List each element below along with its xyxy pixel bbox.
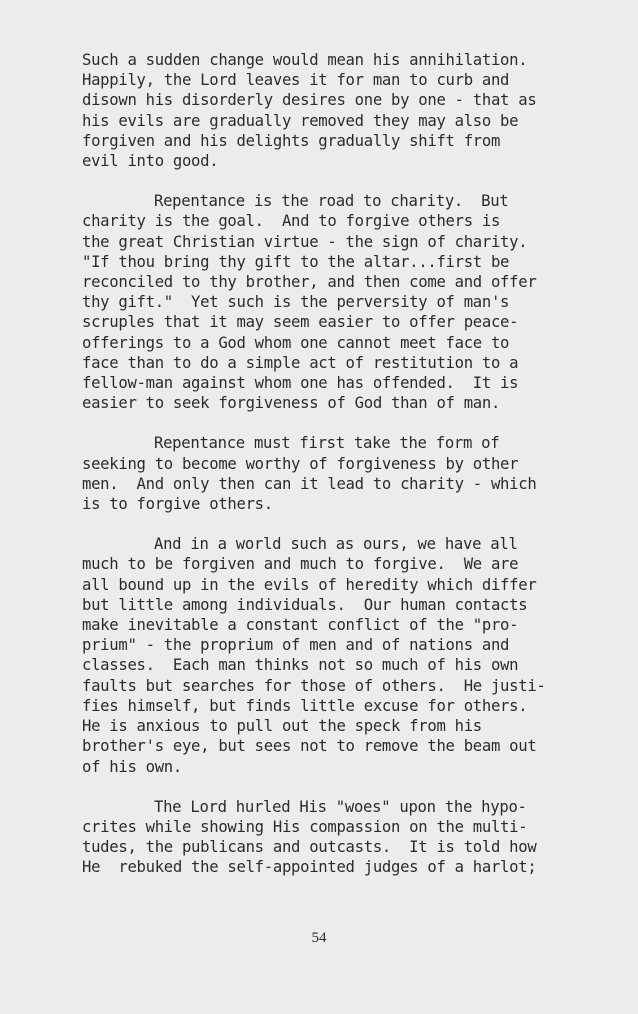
text-line: reconciled to thy brother, and then come and offer — [82, 273, 537, 292]
text-line: He rebuked the self-appointed judges of a harlot; — [82, 858, 537, 877]
text-line: "If thou bring thy gift to the altar...first be — [82, 252, 510, 271]
text-line: much to be forgiven and much to forgive. We are — [82, 555, 519, 574]
text-line: seeking to become worthy of forgiveness by other — [82, 454, 519, 473]
paragraph — [82, 191, 602, 413]
text-line: his evils are gradually removed they may also be — [82, 111, 519, 130]
text-line: fies himself, but finds little excuse for others. — [82, 696, 528, 715]
text-line: disown his disorderly desires one by one - that as — [82, 91, 537, 110]
text-line: of his own. — [82, 757, 182, 776]
text-line: Such a sudden change would mean his annihilation. — [82, 51, 528, 69]
text-line: brother's eye, but sees not to remove the beam out — [82, 737, 537, 756]
text-line: Repentance is the road to charity. But — [154, 192, 509, 211]
text-line: The Lord hurled His "woes" upon the hypo- — [154, 797, 527, 816]
text-line: make inevitable a constant conflict of the "pro- — [82, 616, 519, 635]
paragraph — [82, 50, 602, 171]
text-line: He is anxious to pull out the speck from his — [82, 717, 482, 736]
text-line: scruples that it may seem easier to offer peace- — [82, 313, 519, 332]
text-line: Repentance must first take the form of — [154, 434, 500, 453]
text-line: charity is the goal. And to forgive others is — [82, 212, 501, 231]
text-line: evil into good. — [82, 152, 219, 171]
text-line: but little among individuals. Our human contacts — [82, 595, 528, 614]
text-line: is to forgive others. — [82, 495, 273, 514]
text-line: tudes, the publicans and outcasts. It is told how — [82, 838, 537, 857]
text-line: prium" - the proprium of men and of nations and — [82, 636, 510, 655]
body-text — [82, 50, 602, 898]
text-line: And in a world such as ours, we have all — [154, 535, 518, 554]
text-line: faults but searches for those of others. He justi- — [82, 676, 546, 695]
page-number: 54 — [311, 930, 327, 946]
text-line: thy gift." Yet such is the perversity of man's — [82, 293, 510, 312]
text-line: forgiven and his delights gradually shift from — [82, 131, 501, 150]
text-line: men. And only then can it lead to charity - which — [82, 474, 537, 493]
paragraph — [82, 534, 602, 776]
text-line: all bound up in the evils of heredity which differ — [82, 575, 537, 594]
text-line: easier to seek forgiveness of God than of man. — [82, 394, 501, 413]
text-line: classes. Each man thinks not so much of his own — [82, 656, 519, 675]
paragraph — [82, 433, 602, 514]
paragraph — [82, 797, 602, 878]
text-line: crites while showing His compassion on the multi- — [82, 817, 528, 836]
text-line: the great Christian virtue - the sign of charity. — [82, 232, 528, 251]
text-line: face than to do a simple act of restitution to a — [82, 353, 519, 372]
text-line: offerings to a God whom one cannot meet face to — [82, 333, 510, 352]
text-line: fellow-man against whom one has offended. It is — [82, 374, 519, 393]
text-line: Happily, the Lord leaves it for man to curb and — [82, 71, 510, 90]
